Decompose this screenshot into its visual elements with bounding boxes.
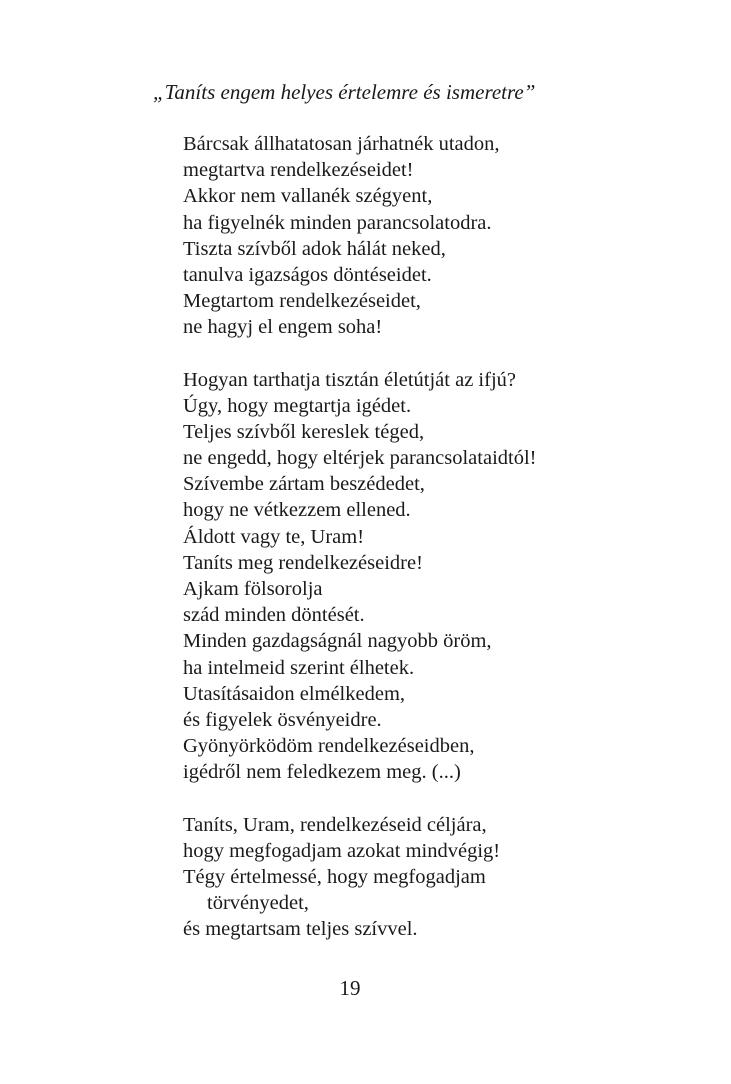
- poem-line: és figyelek ösvényeidre.: [183, 708, 382, 731]
- poem-line: szád minden döntését.: [183, 604, 365, 627]
- poem-line: ne hagyj el engem soha!: [183, 316, 383, 339]
- poem-line: ha figyelnék minden parancsolatodra.: [183, 211, 492, 234]
- poem-line: tanulva igazságos döntéseidet.: [183, 263, 432, 286]
- poem-line: Gyönyörködöm rendelkezéseidben,: [183, 735, 475, 758]
- page-number: 19: [339, 976, 361, 1000]
- stanza-3: [183, 812, 703, 943]
- poem-line: Akkor nem vallanék szégyent,: [183, 185, 433, 208]
- poem-line: Tiszta szívből adok hálát neked,: [183, 237, 446, 260]
- poem-line: Taníts meg rendelkezéseidre!: [183, 551, 423, 574]
- poem-line: Taníts, Uram, rendelkezéseid céljára,: [183, 813, 487, 836]
- stanza-1: [183, 131, 703, 341]
- poem-line: és megtartsam teljes szívvel.: [183, 918, 418, 941]
- poem-line: hogy ne vétkezzem ellened.: [183, 499, 411, 522]
- poem-line: Tégy értelmessé, hogy megfogadjam: [183, 865, 486, 888]
- poem-line: Szívembe zártam beszédedet,: [183, 473, 425, 496]
- poem-line: Úgy, hogy megtartja igédet.: [183, 394, 412, 417]
- poem-line: Bárcsak állhatatosan járhatnék utadon,: [183, 133, 500, 155]
- poem-body: [183, 131, 703, 968]
- poem-line: Megtartom rendelkezéseidet,: [183, 290, 421, 313]
- poem-line: hogy megfogadjam azokat mindvégig!: [183, 839, 501, 862]
- poem-line: ne engedd, hogy eltérjek parancsolataidtól!: [183, 447, 537, 470]
- poem-title: „Taníts engem helyes értelemre és ismeretre”: [153, 80, 536, 104]
- poem-line: Ajkam fölsorolja: [183, 578, 323, 600]
- poem-line: Utasításaidon elmélkedem,: [183, 682, 406, 705]
- poem-line: igédről nem feledkezem meg. (...): [183, 761, 461, 784]
- poem-line: Áldott vagy te, Uram!: [183, 525, 365, 548]
- poem-line: ha intelmeid szerint élhetek.: [183, 656, 415, 679]
- poem-line-continuation: törvényedet,: [207, 892, 309, 915]
- poem-line: megtartva rendelkezéseidet!: [183, 159, 414, 182]
- poem-line: Teljes szívből kereslek téged,: [183, 420, 425, 443]
- stanza-2: [183, 367, 703, 786]
- poem-line: Minden gazdagságnál nagyobb öröm,: [183, 630, 492, 653]
- poem-line: Hogyan tarthatja tisztán életútját az ifjú?: [183, 368, 516, 391]
